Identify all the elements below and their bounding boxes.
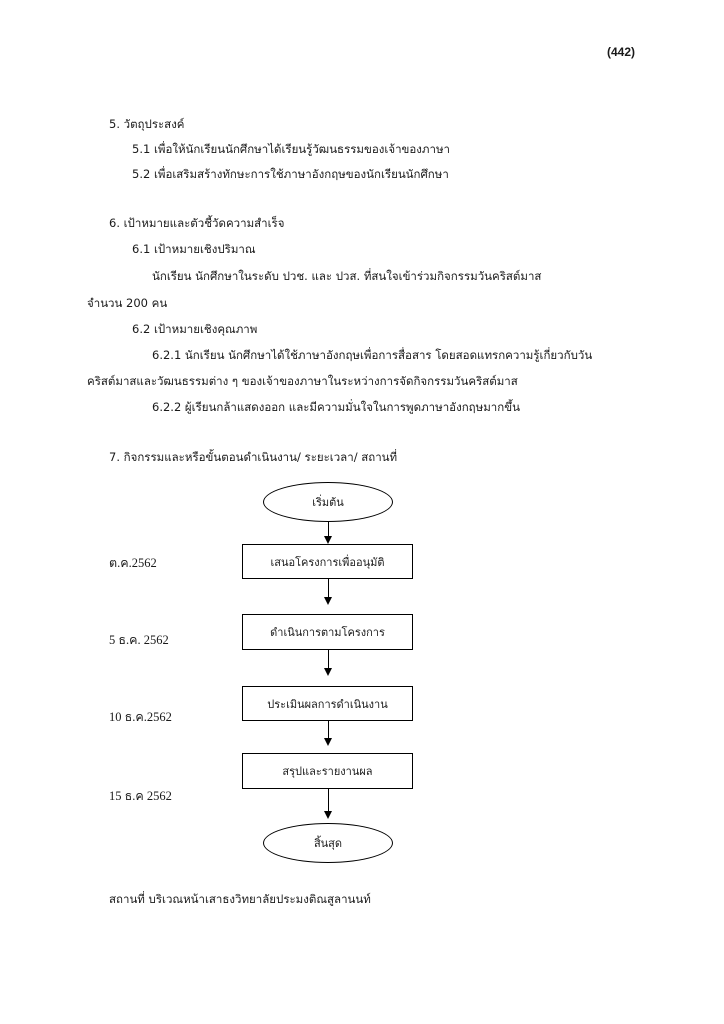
quantitative-heading: 6.1 เป้าหมายเชิงปริมาณ — [132, 242, 256, 256]
qualitative-621-line2: คริสต์มาสและวัฒนธรรมต่าง ๆ ของเจ้าของภาษาในระหว่างการจัดกิจกรรมวันคริสต์มาส — [87, 374, 518, 388]
activities-heading: 7. กิจกรรมและหรือขั้นตอนดำเนินงาน/ ระยะเวลา/ สถานที่ — [109, 450, 398, 464]
objective-item: 5.1 เพื่อให้นักเรียนนักศึกษาได้เรียนรู้วัฒนธรรมของเจ้าของภาษา — [132, 142, 450, 156]
timeline-date: 15 ธ.ค 2562 — [109, 789, 172, 803]
flowchart-step-box — [242, 544, 413, 579]
timeline-date: 10 ธ.ค.2562 — [109, 710, 172, 724]
page-number: (442) — [607, 45, 636, 59]
location-text: สถานที่ บริเวณหน้าเสาธงวิทยาลัยประมงติณสูลานนท์ — [109, 892, 371, 906]
flowchart-step-label: ประเมินผลการดำเนินงาน — [267, 697, 388, 711]
flowchart-step-label: สรุปและรายงานผล — [282, 765, 373, 778]
flowchart-end-label: สิ้นสุด — [313, 837, 343, 850]
flowchart-step-box — [242, 686, 413, 721]
qualitative-622: 6.2.2 ผู้เรียนกล้าแสดงออก และมีความมั่นใจในการพูดภาษาอังกฤษมากขึ้น — [152, 400, 520, 414]
quantitative-count: จำนวน 200 คน — [87, 296, 168, 310]
qualitative-621-line1: 6.2.1 นักเรียน นักศึกษาได้ใช้ภาษาอังกฤษเพื่อการสื่อสาร โดยสอดแทรกความรู้เกี่ยวกับวัน — [152, 348, 593, 362]
objectives-heading: 5. วัตถุประสงค์ — [109, 117, 185, 131]
flowchart-step-label: ดำเนินการตามโครงการ — [270, 626, 385, 639]
flowchart-step-label: เสนอโครงการเพื่ออนุมัติ — [270, 555, 385, 569]
flowchart-end-node — [263, 823, 393, 863]
quantitative-text: นักเรียน นักศึกษาในระดับ ปวช. และ ปวส. ที่สนใจเข้าร่วมกิจกรรมวันคริสต์มาส — [152, 269, 542, 283]
timeline-date: 5 ธ.ค. 2562 — [109, 633, 169, 647]
objective-item: 5.2 เพื่อเสริมสร้างทักษะการใช้ภาษาอังกฤษของนักเรียนนักศึกษา — [132, 167, 449, 181]
goals-heading: 6. เป้าหมายและตัวชี้วัดความสำเร็จ — [109, 216, 285, 230]
flowchart-start-label: เริ่มต้น — [312, 496, 344, 509]
timeline-date: ต.ค.2562 — [109, 556, 157, 570]
qualitative-heading: 6.2 เป้าหมายเชิงคุณภาพ — [132, 322, 258, 336]
flowchart-step-box — [242, 614, 413, 650]
flowchart-step-box — [242, 753, 413, 789]
flowchart-start-node — [263, 482, 393, 522]
